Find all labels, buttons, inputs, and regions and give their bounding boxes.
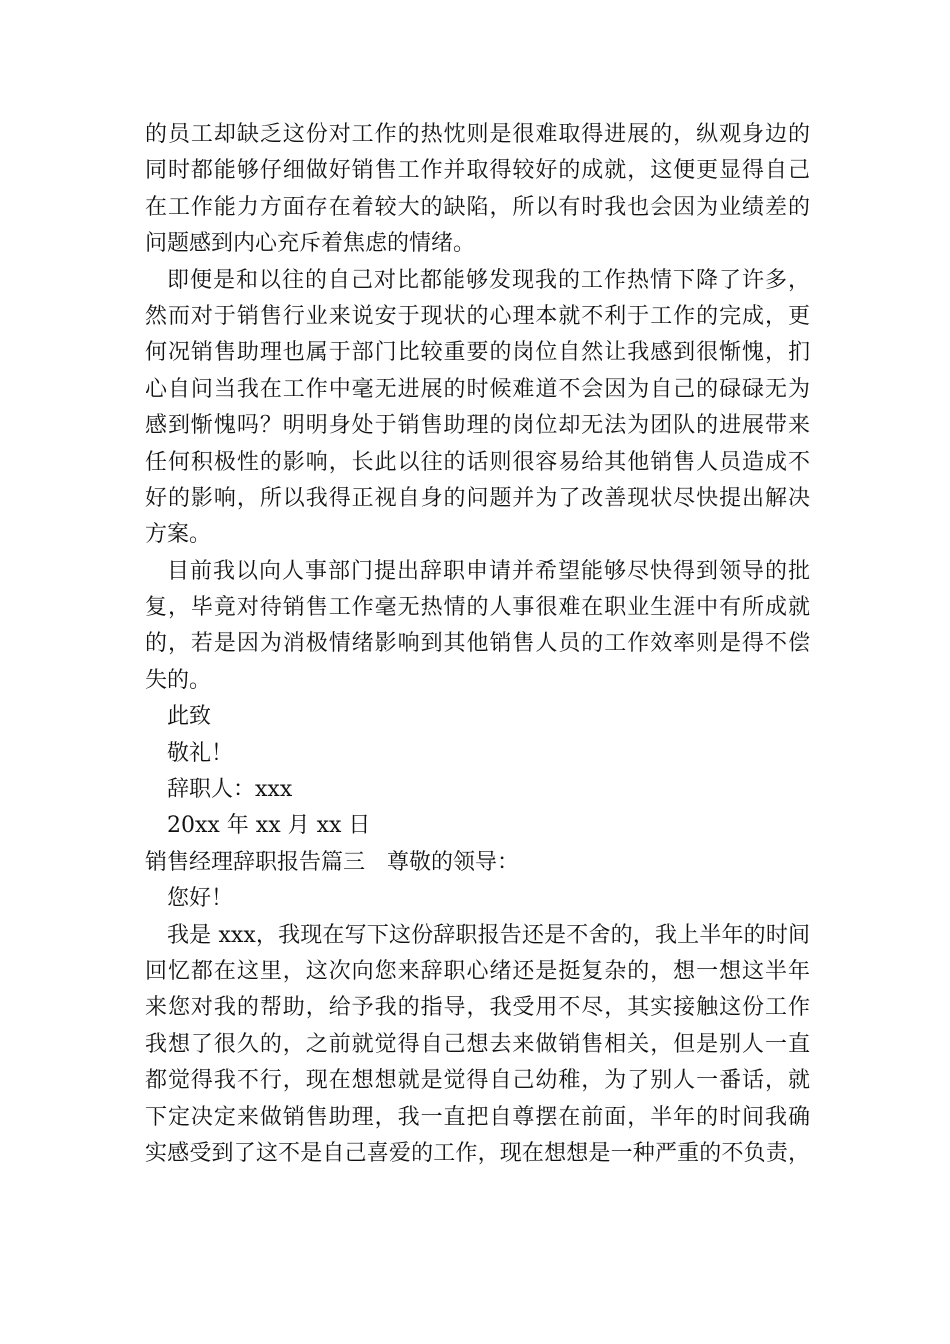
greeting-line: 您好！ [167,886,234,912]
text-line: 在工作能力方面存在着较大的缺陷，所以有时我也会因为业绩差的 [145,194,810,220]
closing-line: 此致 [167,704,212,730]
text-line: 下定决定来做销售助理，我一直把自尊摆在前面，半年的时间我确 [145,1104,810,1130]
text-line: 都觉得我不行，现在想想就是觉得自己幼稚，为了别人一番话，就 [145,1068,810,1094]
text-line: 实感受到了这不是自己喜爱的工作，现在想想是一种严重的不负责， [145,1140,810,1166]
text-line: 方案。 [145,522,212,548]
text-line: 好的影响，所以我得正视自身的问题并为了改善现状尽快提出解决 [145,485,810,511]
text-line: 复，毕竟对待销售工作毫无热情的人事很难在职业生涯中有所成就 [145,595,810,621]
signature-line: 辞职人：xxx [167,777,293,803]
text-line: 心自问当我在工作中毫无进展的时候难道不会因为自己的碌碌无为 [145,376,810,402]
text-line: 的员工却缺乏这份对工作的热忱则是很难取得进展的，纵观身边的 [145,122,810,147]
text-line: 回忆都在这里，这次向您来辞职心绪还是挺复杂的，想一想这半年 [145,958,810,984]
text-line: 任何积极性的影响，长此以往的话则很容易给其他销售人员造成不 [145,449,810,475]
text-line: 感到惭愧吗？明明身处于销售助理的岗位却无法为团队的进展带来 [145,413,810,439]
text-line: 同时都能够仔细做好销售工作并取得较好的成就，这便更显得自己 [145,158,810,184]
date-line: 20xx 年 xx 月 xx 日 [167,813,371,839]
text-line: 何况销售助理也属于部门比较重要的岗位自然让我感到很惭愧，扪 [145,340,810,366]
text-line: 失的。 [145,667,212,693]
document-body [145,117,810,1172]
paragraph-start-line: 我是 xxx，我现在写下这份辞职报告还是不舍的，我上半年的时间 [167,922,810,948]
salutation-line: 敬礼！ [167,740,234,766]
text-line: 然而对于销售行业来说安于现状的心理本就不利于工作的完成，更 [145,303,810,329]
text-line: 我想了很久的，之前就觉得自己想去来做销售相关，但是别人一直 [145,1031,810,1057]
paragraph-start-line: 目前我以向人事部门提出辞职申请并希望能够尽快得到领导的批 [167,558,810,584]
paragraph-start-line: 即便是和以往的自己对比都能够发现我的工作热情下降了许多， [167,267,810,293]
section-heading-line: 销售经理辞职报告篇三 尊敬的领导： [145,849,520,875]
text-line: 来您对我的帮助，给予我的指导，我受用不尽，其实接触这份工作 [145,995,810,1021]
text-line: 的，若是因为消极情绪影响到其他销售人员的工作效率则是得不偿 [145,631,810,657]
text-line: 问题感到内心充斥着焦虑的情绪。 [145,231,476,257]
